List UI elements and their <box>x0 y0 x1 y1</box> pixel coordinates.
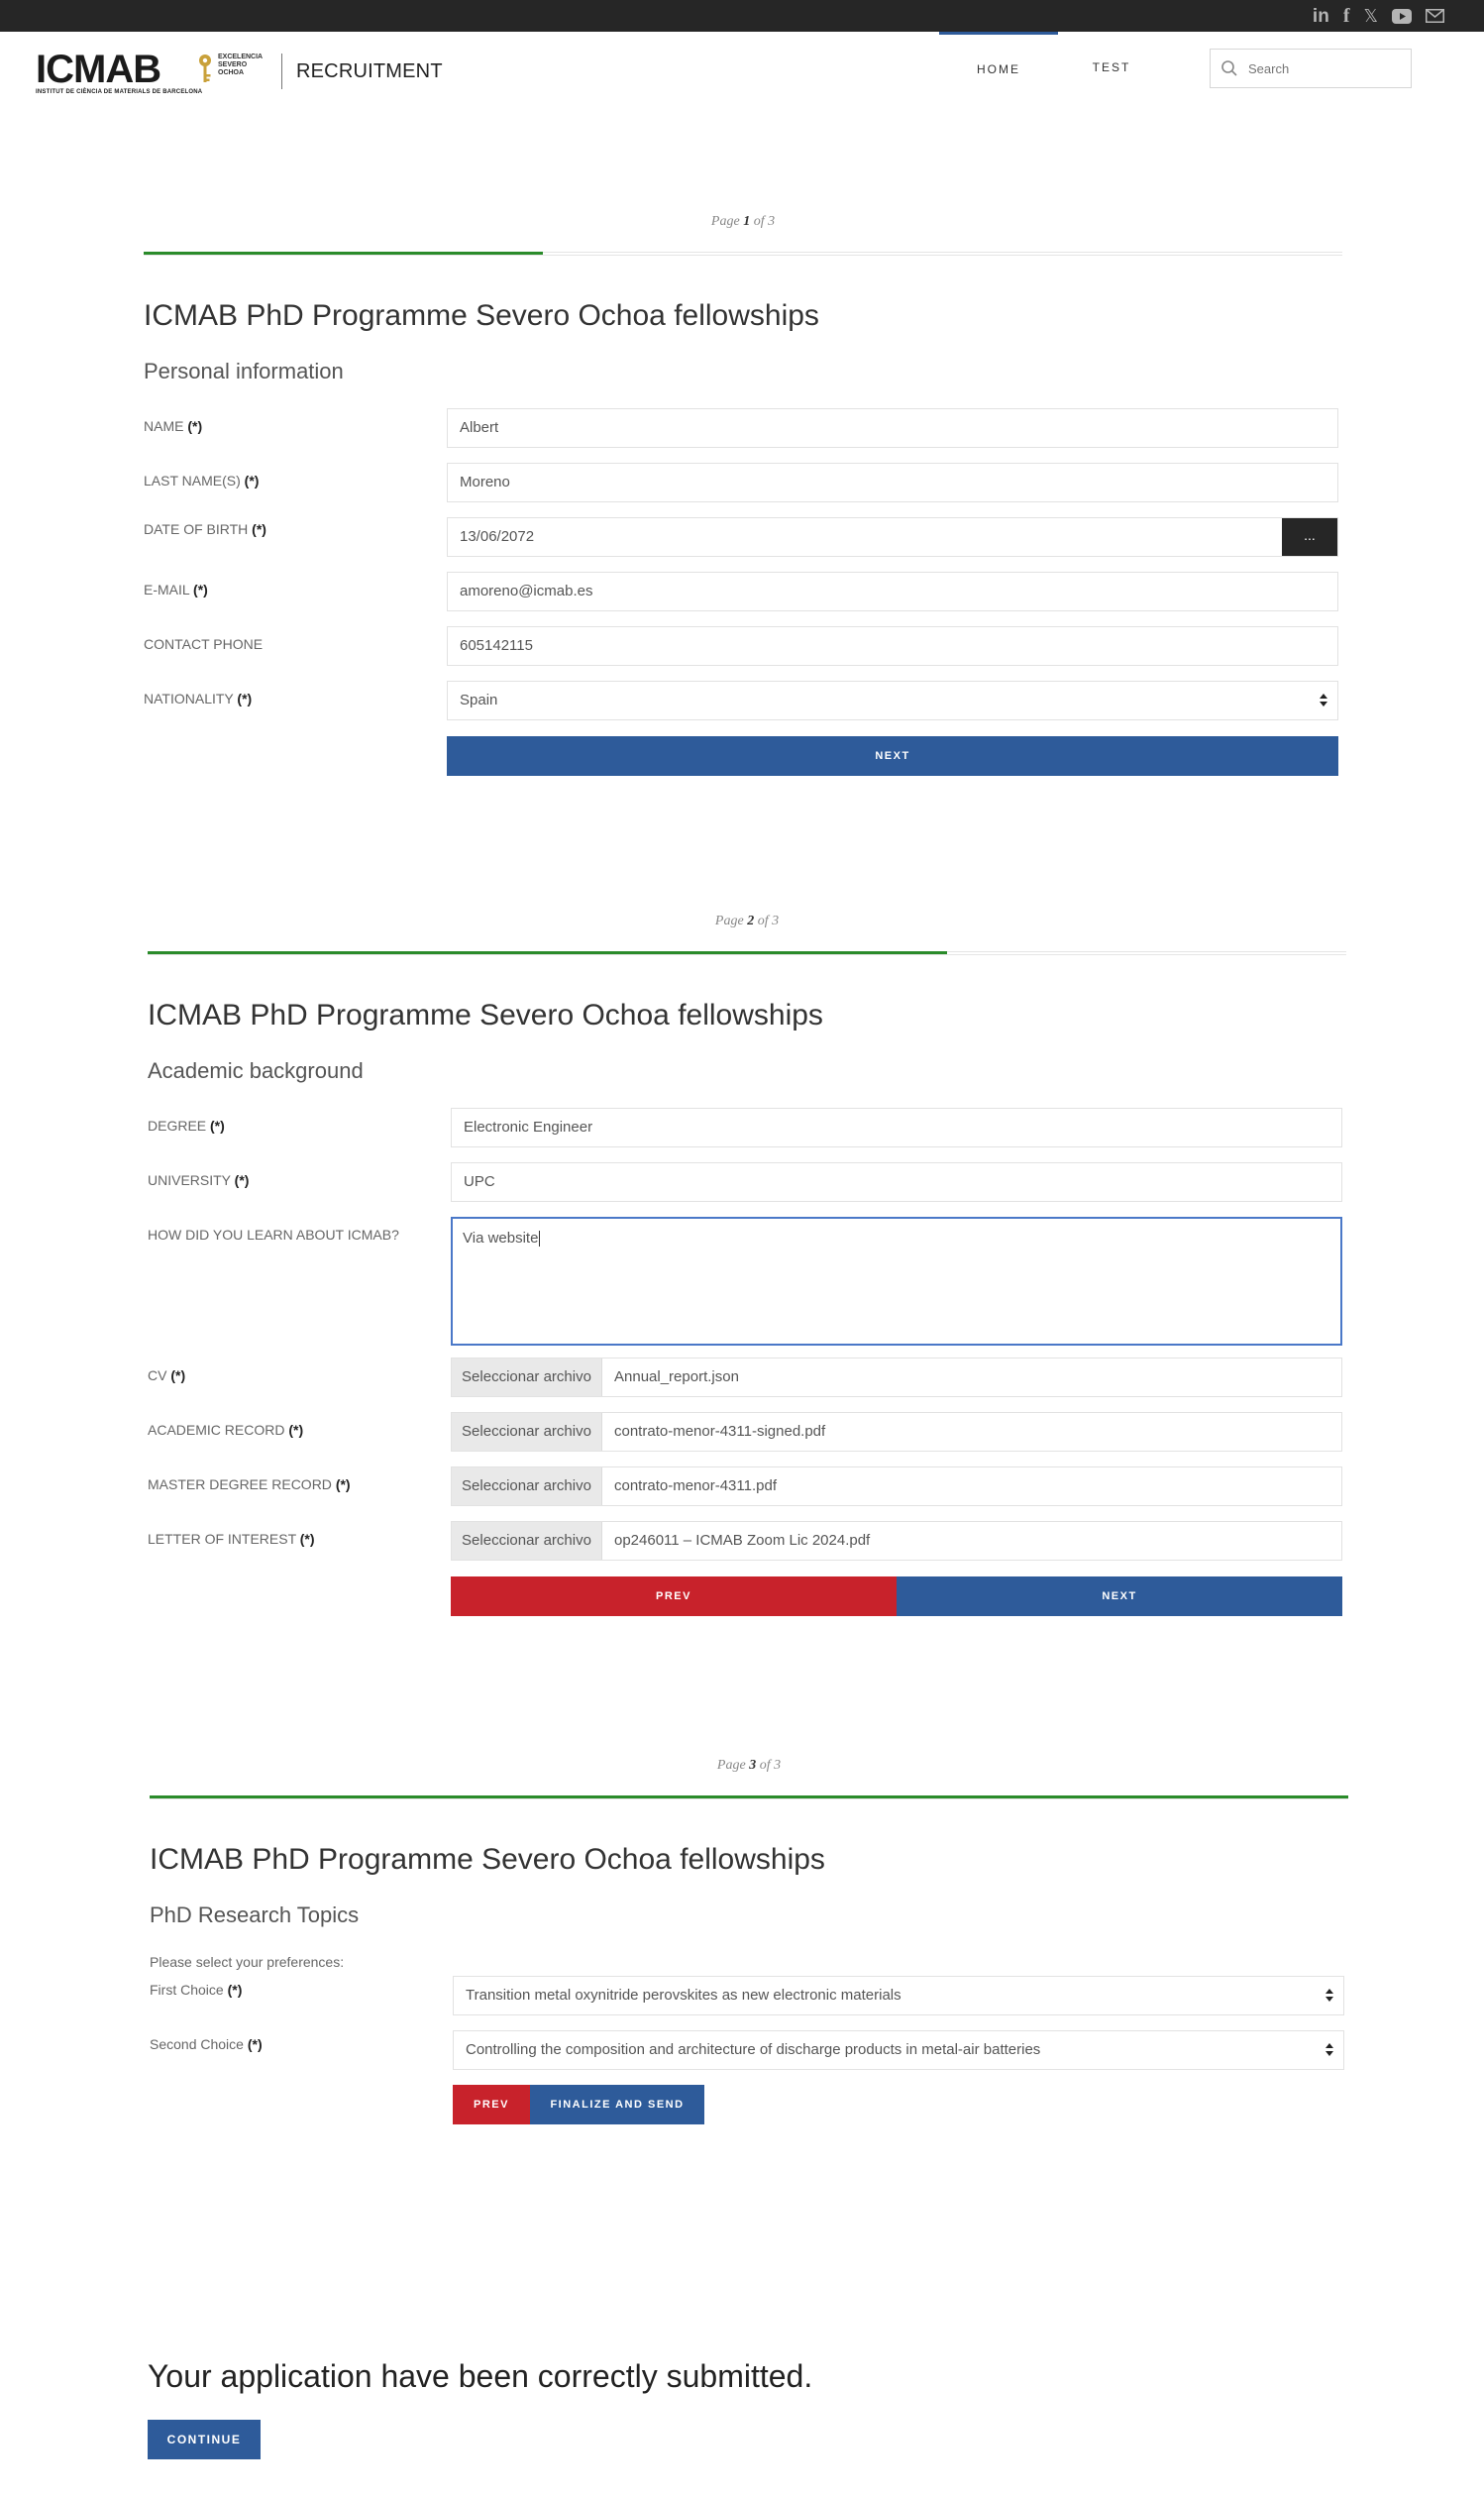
university-field[interactable]: UPC <box>451 1162 1342 1202</box>
form-title: ICMAB PhD Programme Severo Ochoa fellowships <box>148 999 823 1032</box>
form-title: ICMAB PhD Programme Severo Ochoa fellowships <box>144 299 819 332</box>
email-label: E-MAIL (*) <box>144 582 208 597</box>
file-name: Annual_report.json <box>614 1368 739 1385</box>
page-indicator: Page 2 of 3 <box>714 914 780 928</box>
form-page-2 <box>148 908 1346 1621</box>
dob-value: 13/06/2072 <box>460 528 535 545</box>
form-page-1 <box>144 208 1342 783</box>
form-subtitle: PhD Research Topics <box>150 1902 360 1927</box>
learn-about-label: HOW DID YOU LEARN ABOUT ICMAB? <box>148 1227 399 1243</box>
key-icon <box>196 54 214 85</box>
learn-about-textarea[interactable] <box>451 1217 1342 1346</box>
cv-file-input[interactable] <box>451 1358 1342 1397</box>
form-subtitle: Personal information <box>144 359 344 383</box>
progress-bar <box>150 1795 1348 1799</box>
header-divider <box>281 54 282 89</box>
learn-about-value: Via website <box>463 1230 539 1247</box>
choose-file-button[interactable]: Seleccionar archivo <box>452 1358 602 1396</box>
nationality-label: NATIONALITY (*) <box>144 691 253 706</box>
form-page-3 <box>150 1752 1348 2128</box>
master-record-file-input[interactable] <box>451 1466 1342 1506</box>
select-arrows-icon <box>1325 1989 1333 2003</box>
success-message: Your application have been correctly submitted. <box>148 2358 813 2394</box>
phone-label: CONTACT PHONE <box>144 636 264 652</box>
file-name: contrato-menor-4311-signed.pdf <box>614 1423 826 1440</box>
finalize-and-send-button[interactable]: FINALIZE AND SEND <box>530 2085 704 2124</box>
name-label: NAME (*) <box>144 418 203 434</box>
search-input[interactable] <box>1248 58 1407 78</box>
progress-fill <box>144 252 543 255</box>
file-name: contrato-menor-4311.pdf <box>614 1477 777 1494</box>
nationality-value: Spain <box>460 692 498 708</box>
letter-of-interest-file-input[interactable] <box>451 1521 1342 1561</box>
second-choice-value: Controlling the composition and architecture of discharge products in metal-air batteries <box>466 2041 1041 2058</box>
text-caret <box>539 1231 540 1247</box>
name-field[interactable]: Albert <box>447 408 1338 448</box>
youtube-icon[interactable] <box>1392 9 1412 24</box>
first-choice-value: Transition metal oxynitride perovskites as new electronic materials <box>466 1987 901 2004</box>
academic-record-file-input[interactable] <box>451 1412 1342 1452</box>
nav-test[interactable]: TEST <box>1092 60 1131 74</box>
letter-of-interest-label: LETTER OF INTEREST (*) <box>148 1531 315 1547</box>
last-name-field[interactable]: Moreno <box>447 463 1338 502</box>
second-choice-select[interactable] <box>453 2030 1344 2070</box>
instruction-text: Please select your preferences: <box>150 1954 345 1970</box>
next-button[interactable]: NEXT <box>897 1576 1342 1616</box>
choose-file-button[interactable]: Seleccionar archivo <box>452 1467 602 1505</box>
nationality-select[interactable] <box>447 681 1338 720</box>
first-choice-select[interactable] <box>453 1976 1344 2015</box>
second-choice-label: Second Choice (*) <box>150 2036 263 2052</box>
site-name: RECRUITMENT <box>296 60 443 82</box>
x-twitter-icon[interactable]: 𝕏 <box>1363 6 1378 26</box>
facebook-icon[interactable]: f <box>1342 5 1350 27</box>
select-arrows-icon <box>1325 2043 1333 2057</box>
prev-button[interactable]: PREV <box>453 2085 530 2124</box>
choose-file-button[interactable]: Seleccionar archivo <box>452 1413 602 1451</box>
prev-button[interactable]: PREV <box>451 1576 897 1616</box>
academic-record-label: ACADEMIC RECORD (*) <box>148 1422 304 1438</box>
top-bar <box>0 0 1484 32</box>
logo-wordmark: ICMAB <box>36 48 161 91</box>
continue-button[interactable]: CONTINUE <box>148 2420 261 2459</box>
icmab-logo[interactable] <box>36 50 268 95</box>
search-icon <box>1220 59 1238 77</box>
search-box[interactable] <box>1210 49 1412 88</box>
last-name-label: LAST NAME(S) (*) <box>144 473 260 489</box>
master-record-label: MASTER DEGREE RECORD (*) <box>148 1476 351 1492</box>
dob-field[interactable] <box>447 517 1338 557</box>
first-choice-label: First Choice (*) <box>150 1982 243 1998</box>
degree-label: DEGREE (*) <box>148 1118 225 1134</box>
cv-label: CV (*) <box>148 1367 186 1383</box>
phone-field[interactable]: 605142115 <box>447 626 1338 666</box>
dob-label: DATE OF BIRTH (*) <box>144 521 266 537</box>
logo-subtitle: INSTITUT DE CIÈNCIA DE MATERIALS DE BARCELONA <box>36 89 203 95</box>
date-picker-button[interactable]: ... <box>1282 517 1337 557</box>
form-subtitle: Academic background <box>148 1058 364 1083</box>
next-button[interactable]: NEXT <box>447 736 1338 776</box>
progress-fill <box>150 1795 1348 1798</box>
select-arrows-icon <box>1320 694 1327 707</box>
progress-bar <box>144 252 1342 256</box>
logo-tagline: EXCELENCIA SEVERO OCHOA <box>218 54 263 76</box>
university-label: UNIVERSITY (*) <box>148 1172 250 1188</box>
site-header <box>0 32 1484 107</box>
page-indicator: Page 1 of 3 <box>710 214 776 229</box>
form-title: ICMAB PhD Programme Severo Ochoa fellowships <box>150 1843 825 1876</box>
nav-home[interactable]: HOME <box>939 32 1058 107</box>
email-field[interactable]: amoreno@icmab.es <box>447 572 1338 611</box>
file-name: op246011 – ICMAB Zoom Lic 2024.pdf <box>614 1532 871 1549</box>
choose-file-button[interactable]: Seleccionar archivo <box>452 1522 602 1560</box>
linkedin-icon[interactable]: in <box>1312 5 1329 27</box>
social-links <box>1313 0 1444 32</box>
email-icon[interactable] <box>1426 9 1444 23</box>
page-indicator: Page 3 of 3 <box>716 1758 782 1773</box>
progress-fill <box>148 951 947 954</box>
progress-bar <box>148 951 1346 955</box>
degree-field[interactable]: Electronic Engineer <box>451 1108 1342 1147</box>
